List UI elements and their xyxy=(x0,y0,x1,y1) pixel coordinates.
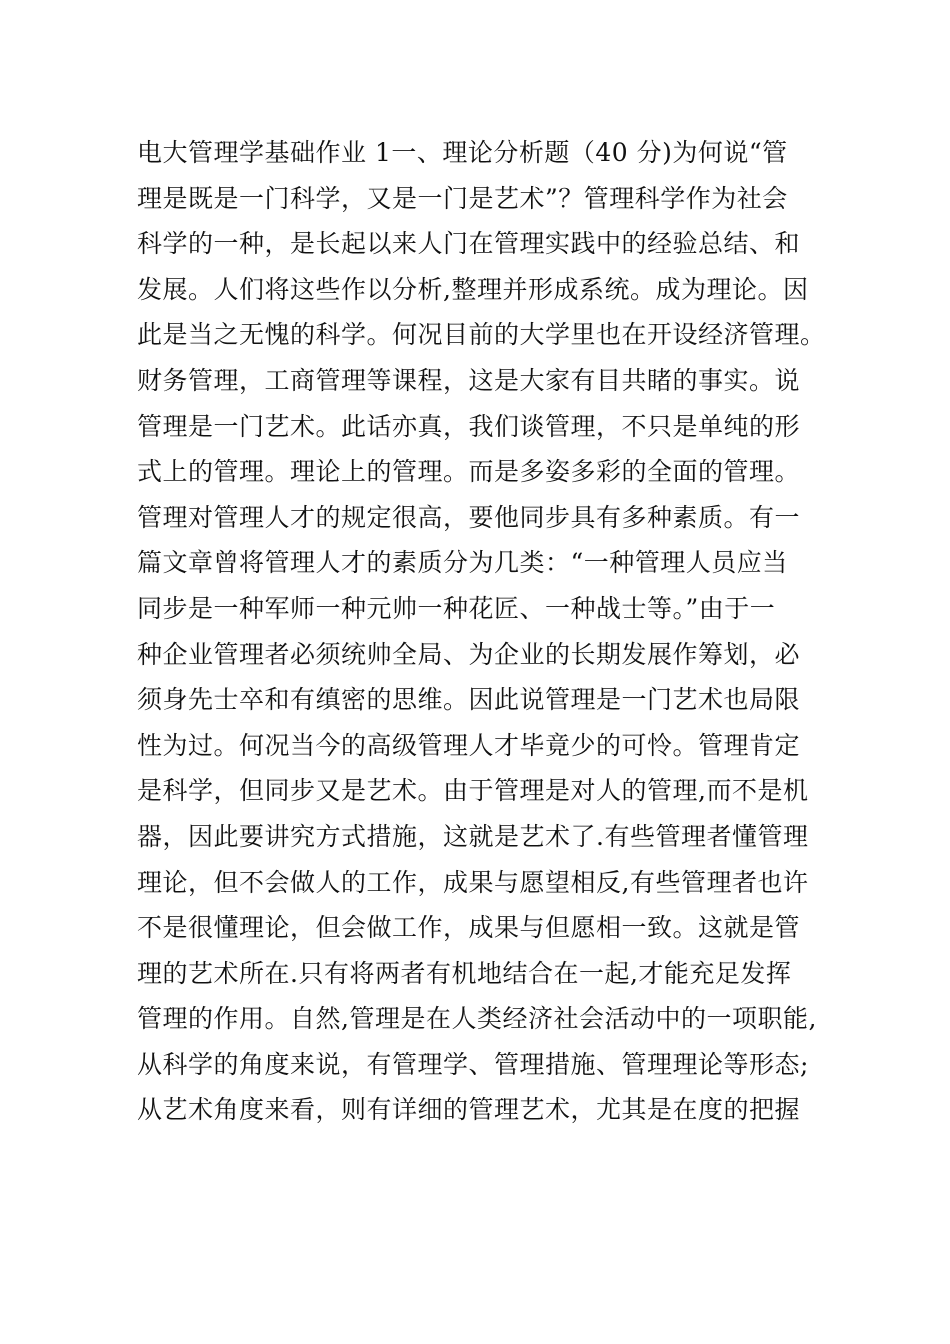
text-line: 不是很懂理论，但会做工作，成果与但愿相一致。这就是管 xyxy=(137,913,801,943)
text-line: 此是当之无愧的科学。何况目前的大学里也在开设经济管理。 xyxy=(137,320,826,350)
text-line: 理是既是一门科学，又是一门是艺术”？管理科学作为社会 xyxy=(137,183,788,213)
text-line: 管理的作用。自然,管理是在人类经济社会活动中的一项职能, xyxy=(137,1004,817,1034)
text-line: 电大管理学基础作业 1一、理论分析题（40 分)为何说“管 xyxy=(137,138,788,167)
text-line: 篇文章曾将管理人才的素质分为几类：“一种管理人员应当 xyxy=(137,548,788,578)
text-line: 科学的一种，是长起以来人门在管理实践中的经验总结、和 xyxy=(137,229,801,259)
text-line: 种企业管理者必须统帅全局、为企业的长期发展作筹划，必 xyxy=(137,639,801,669)
text-line: 管理对管理人才的规定很高，要他同步具有多种素质。有一 xyxy=(137,502,801,532)
text-line: 发展。人们将这些作以分析,整理并形成系统。成为理论。因 xyxy=(137,274,809,304)
text-line: 须身先士卒和有缜密的思维。因此说管理是一门艺术也局限 xyxy=(137,685,801,715)
text-line: 同步是一种军师一种元帅一种花匠、一种战士等。”由于一 xyxy=(137,593,776,623)
text-line: 理的艺术所在.只有将两者有机地结合在一起,才能充足发挥 xyxy=(137,958,792,988)
text-line: 性为过。何况当今的高级管理人才毕竟少的可怜。管理肯定 xyxy=(137,730,801,760)
text-line: 是科学，但同步又是艺术。由于管理是对人的管理,而不是机 xyxy=(137,776,809,806)
text-line: 从艺术角度来看，则有详细的管理艺术，尤其是在度的把握 xyxy=(137,1095,801,1125)
text-line: 式上的管理。理论上的管理。而是多姿多彩的全面的管理。 xyxy=(137,457,801,487)
text-line: 管理是一门艺术。此话亦真，我们谈管理，不只是单纯的形 xyxy=(137,411,801,441)
text-line: 理论，但不会做人的工作，成果与愿望相反,有些管理者也许 xyxy=(137,867,809,897)
text-line: 财务管理，工商管理等课程，这是大家有目共睹的事实。说 xyxy=(137,365,801,395)
body-text xyxy=(137,130,837,1133)
text-line: 器，因此要讲究方式措施，这就是艺术了.有些管理者懂管理 xyxy=(137,821,809,851)
text-line: 从科学的角度来说，有管理学、管理措施、管理理论等形态; xyxy=(137,1049,809,1079)
